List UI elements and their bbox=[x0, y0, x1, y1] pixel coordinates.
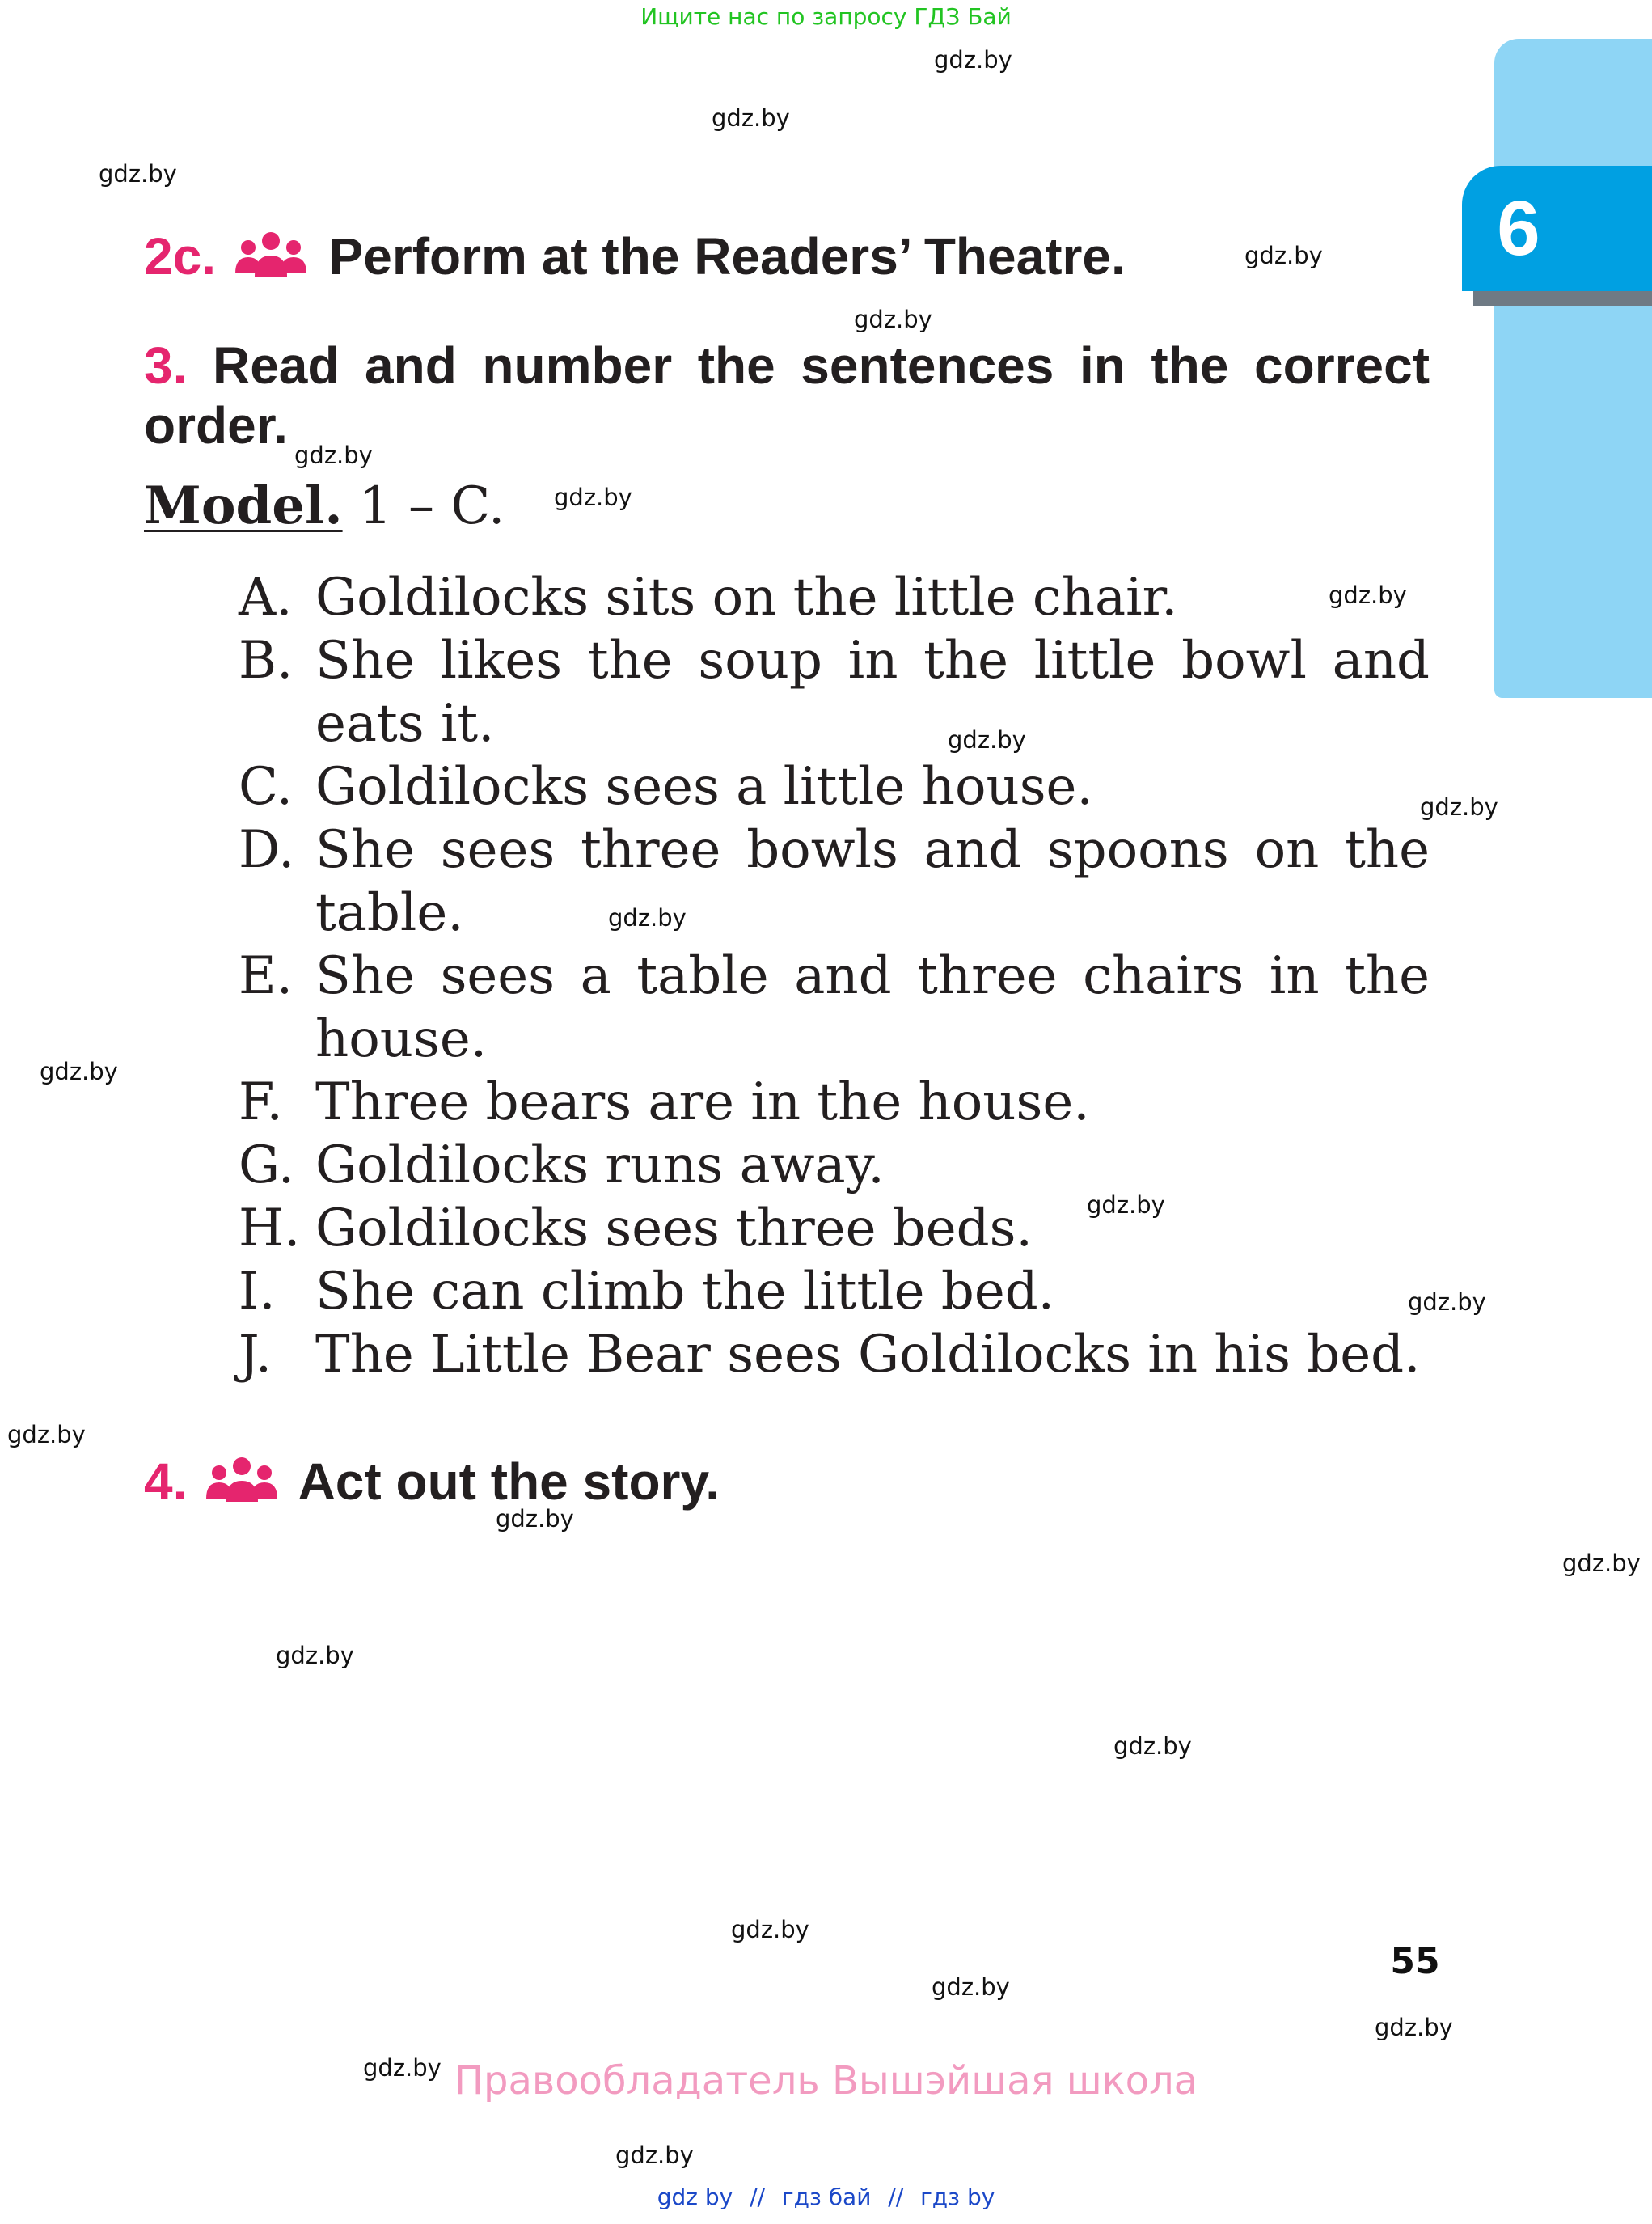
item-text: She can climb the little bed. bbox=[315, 1262, 1054, 1321]
bottom-link[interactable]: гдз by bbox=[920, 2184, 995, 2210]
watermark: gdz.by bbox=[1420, 793, 1498, 821]
list-item bbox=[239, 1197, 1430, 1260]
watermark: gdz.by bbox=[99, 160, 177, 188]
top-search-ad[interactable]: Ищите нас по запросу ГДЗ Бай bbox=[640, 3, 1012, 30]
list-item bbox=[239, 1134, 1430, 1197]
watermark: gdz.by bbox=[363, 2054, 442, 2082]
watermark: gdz.by bbox=[496, 1505, 574, 1533]
item-text: Goldilocks runs away. bbox=[315, 1135, 885, 1195]
page-number: 55 bbox=[1390, 1941, 1440, 1982]
copyright-notice: Правообладатель Вышэйшая школа bbox=[454, 2058, 1198, 2103]
watermark: gdz.by bbox=[1375, 2014, 1453, 2041]
list-item bbox=[239, 1323, 1430, 1386]
group-of-people-icon bbox=[206, 1455, 277, 1517]
list-item bbox=[239, 945, 1430, 1071]
bottom-link[interactable]: гдз бай bbox=[781, 2184, 872, 2210]
watermark: gdz.by bbox=[1329, 581, 1407, 609]
list-item bbox=[239, 818, 1430, 945]
item-text: The Little Bear sees Goldilocks in his bed. bbox=[315, 1325, 1421, 1385]
watermark: gdz.by bbox=[276, 1642, 354, 1669]
item-letter: B. bbox=[239, 631, 294, 691]
item-letter: E. bbox=[239, 946, 294, 1006]
task-3-number: 3. bbox=[144, 336, 188, 395]
item-letter: H. bbox=[239, 1199, 301, 1258]
watermark: gdz.by bbox=[1562, 1550, 1641, 1577]
link-separator: // bbox=[750, 2184, 765, 2210]
watermark: gdz.by bbox=[712, 104, 790, 132]
task-3-heading bbox=[144, 336, 1430, 455]
item-letter: A. bbox=[239, 568, 293, 628]
watermark: gdz.by bbox=[7, 1421, 86, 1448]
task-2c-heading bbox=[144, 226, 1126, 292]
item-letter: G. bbox=[239, 1135, 295, 1195]
watermark: gdz.by bbox=[934, 46, 1012, 74]
item-text: She sees a table and three chairs in the house. bbox=[315, 946, 1430, 1069]
watermark: gdz.by bbox=[608, 904, 687, 932]
item-text: Goldilocks sees a little house. bbox=[315, 757, 1093, 817]
list-item bbox=[239, 1260, 1430, 1323]
task-4-heading bbox=[144, 1452, 720, 1517]
watermark: gdz.by bbox=[1408, 1288, 1486, 1316]
bottom-link[interactable]: gdz by bbox=[657, 2184, 733, 2210]
task-2c-text: Perform at the Readers’ Theatre. bbox=[328, 227, 1126, 285]
link-separator: // bbox=[888, 2184, 904, 2210]
group-of-people-icon bbox=[235, 230, 306, 292]
task-2c-number: 2c. bbox=[144, 227, 216, 285]
watermark: gdz.by bbox=[1244, 242, 1323, 269]
model-label: Model. bbox=[144, 476, 343, 536]
watermark: gdz.by bbox=[854, 306, 932, 333]
task-4-number: 4. bbox=[144, 1452, 188, 1511]
item-letter: J. bbox=[239, 1325, 273, 1385]
list-item bbox=[239, 629, 1430, 755]
item-letter: C. bbox=[239, 757, 294, 817]
unit-number: 6 bbox=[1497, 185, 1540, 272]
watermark: gdz.by bbox=[1113, 1732, 1192, 1760]
unit-tab-shadow bbox=[1473, 291, 1652, 306]
task-4-text: Act out the story. bbox=[298, 1452, 720, 1511]
list-item bbox=[239, 755, 1430, 818]
side-color-band bbox=[1494, 39, 1652, 698]
model-value: 1 – C. bbox=[358, 476, 505, 536]
item-text: Three bears are in the house. bbox=[315, 1072, 1090, 1132]
item-text: She sees three bowls and spoons on the table. bbox=[315, 820, 1430, 943]
bottom-links bbox=[0, 2184, 1652, 2210]
item-letter: D. bbox=[239, 820, 295, 880]
list-item bbox=[239, 1071, 1430, 1134]
item-text: She likes the soup in the little bowl and eats it. bbox=[315, 631, 1430, 754]
watermark: gdz.by bbox=[294, 442, 373, 469]
watermark: gdz.by bbox=[948, 726, 1026, 754]
item-text: Goldilocks sees three beds. bbox=[315, 1199, 1033, 1258]
list-item bbox=[239, 566, 1430, 629]
sentence-list bbox=[239, 566, 1430, 1386]
model-answer bbox=[144, 476, 505, 536]
item-text: Goldilocks sits on the little chair. bbox=[315, 568, 1178, 628]
watermark: gdz.by bbox=[615, 2142, 694, 2169]
item-letter: I. bbox=[239, 1262, 276, 1321]
watermark: gdz.by bbox=[40, 1058, 118, 1085]
watermark: gdz.by bbox=[1087, 1191, 1165, 1219]
watermark: gdz.by bbox=[554, 484, 632, 511]
item-letter: F. bbox=[239, 1072, 283, 1132]
watermark: gdz.by bbox=[731, 1916, 809, 1943]
task-3-text: Read and number the sentences in the correct order. bbox=[144, 336, 1430, 455]
watermark: gdz.by bbox=[932, 1973, 1010, 2001]
